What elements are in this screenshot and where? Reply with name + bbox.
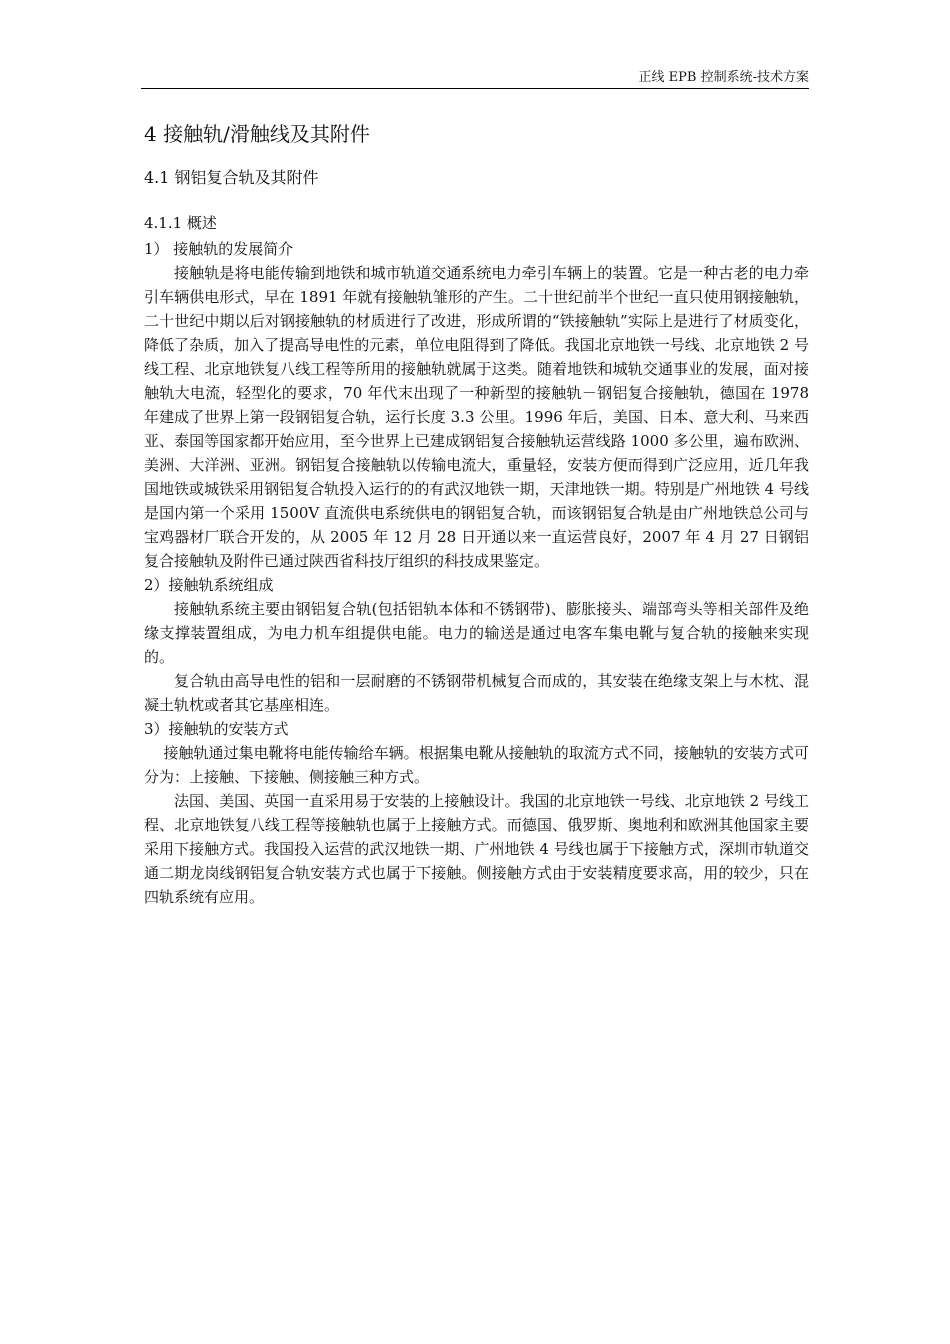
subsection-heading: 4.1 钢铝复合轨及其附件 bbox=[144, 168, 319, 187]
item3-title: 3）接触轨的安装方式 bbox=[144, 720, 289, 738]
item3-paragraph-1: 接触轨通过集电靴将电能传输给车辆。根据集电靴从接触轨的取流方式不同，接触轨的安装方式可分为：上接触、下接触、侧接触三种方式。 bbox=[144, 744, 809, 786]
subsubsection-heading: 4.1.1 概述 bbox=[144, 214, 217, 232]
header-document-title: 正线 EPB 控制系统-技术方案 bbox=[638, 70, 809, 85]
section-heading: 4 接触轨/滑触线及其附件 bbox=[144, 122, 370, 146]
item2-paragraph-2: 复合轨由高导电性的铝和一层耐磨的不锈钢带机械复合而成的，其安装在绝缘支架上与木枕、混凝土轨枕或者其它基座相连。 bbox=[144, 672, 809, 714]
item3-paragraph-2: 法国、美国、英国一直采用易于安装的上接触设计。我国的北京地铁一号线、北京地铁 2 号线工程、北京地铁复八线工程等接触轨也属于上接触方式。而德国、俄罗斯、奥地利和欧洲其他国家主要采用下接触方式。我国投入运营的武汉地铁一期、广州地铁 4 号线也属于下接触方式，深圳市轨道交通二期龙岗线钢铝复合轨安装方式也属于下接触。侧接触方式由于安装精度要求高，用的较少，只在四轨系统有应用。 bbox=[144, 792, 809, 906]
item2-title: 2）接触轨系统组成 bbox=[144, 576, 274, 594]
item2-paragraph-1: 接触轨系统主要由钢铝复合轨(包括铝轨本体和不锈钢带)、膨胀接头、端部弯头等相关部件及绝缘支撑装置组成，为电力机车组提供电能。电力的输送是通过电客车集电靴与复合轨的接触来实现的。 bbox=[144, 600, 809, 666]
item1-paragraph: 接触轨是将电能传输到地铁和城市轨道交通系统电力牵引车辆上的装置。它是一种古老的电力牵引车辆供电形式，早在 1891 年就有接触轨雏形的产生。二十世纪前半个世纪一直只使用钢接触轨，二十世纪中期以后对钢接触轨的材质进行了改进，形成所谓的“铁接触轨”实际上是进行了材质变化，降低了杂质，加入了提高导电性的元素，单位电阻得到了降低。我国北京地铁一号线、北京地铁 2 号线工程、北京地铁复八线工程等所用的接触轨就属于这类。随着地铁和城轨交通事业的发展，面对接触轨大电流，轻型化的要求，70 年代末出现了一种新型的接触轨－钢铝复合接触轨，德国在 1978 年建成了世界上第一段钢铝复合轨，运行长度 3.3 公里。1996 年后，美国、日本、意大利、马来西亚、泰国等国家都开始应用，至今世界上已建成钢铝复合接触轨运营线路 1000 多公里，遍布欧洲、美洲、大洋洲、亚洲。钢铝复合接触轨以传输电流大，重量轻，安装方便而得到广泛应用，近几年我国地铁或城铁采用钢铝复合轨投入运行的的有武汉地铁一期，天津地铁一期。特别是广州地铁 4 号线是国内第一个采用 1500V 直流供电系统供电的钢铝复合轨，而该钢铝复合轨是由广州地铁总公司与宝鸡器材厂联合开发的，从 2005 年 12 月 28 日开通以来一直运营良好，2007 年 4 月 27 日钢铝复合接触轨及附件已通过陕西省科技厅组织的科技成果鉴定。 bbox=[144, 264, 809, 570]
page-header bbox=[141, 68, 809, 89]
document-body bbox=[144, 120, 809, 909]
item1-title: 1） 接触轨的发展简介 bbox=[144, 240, 294, 258]
